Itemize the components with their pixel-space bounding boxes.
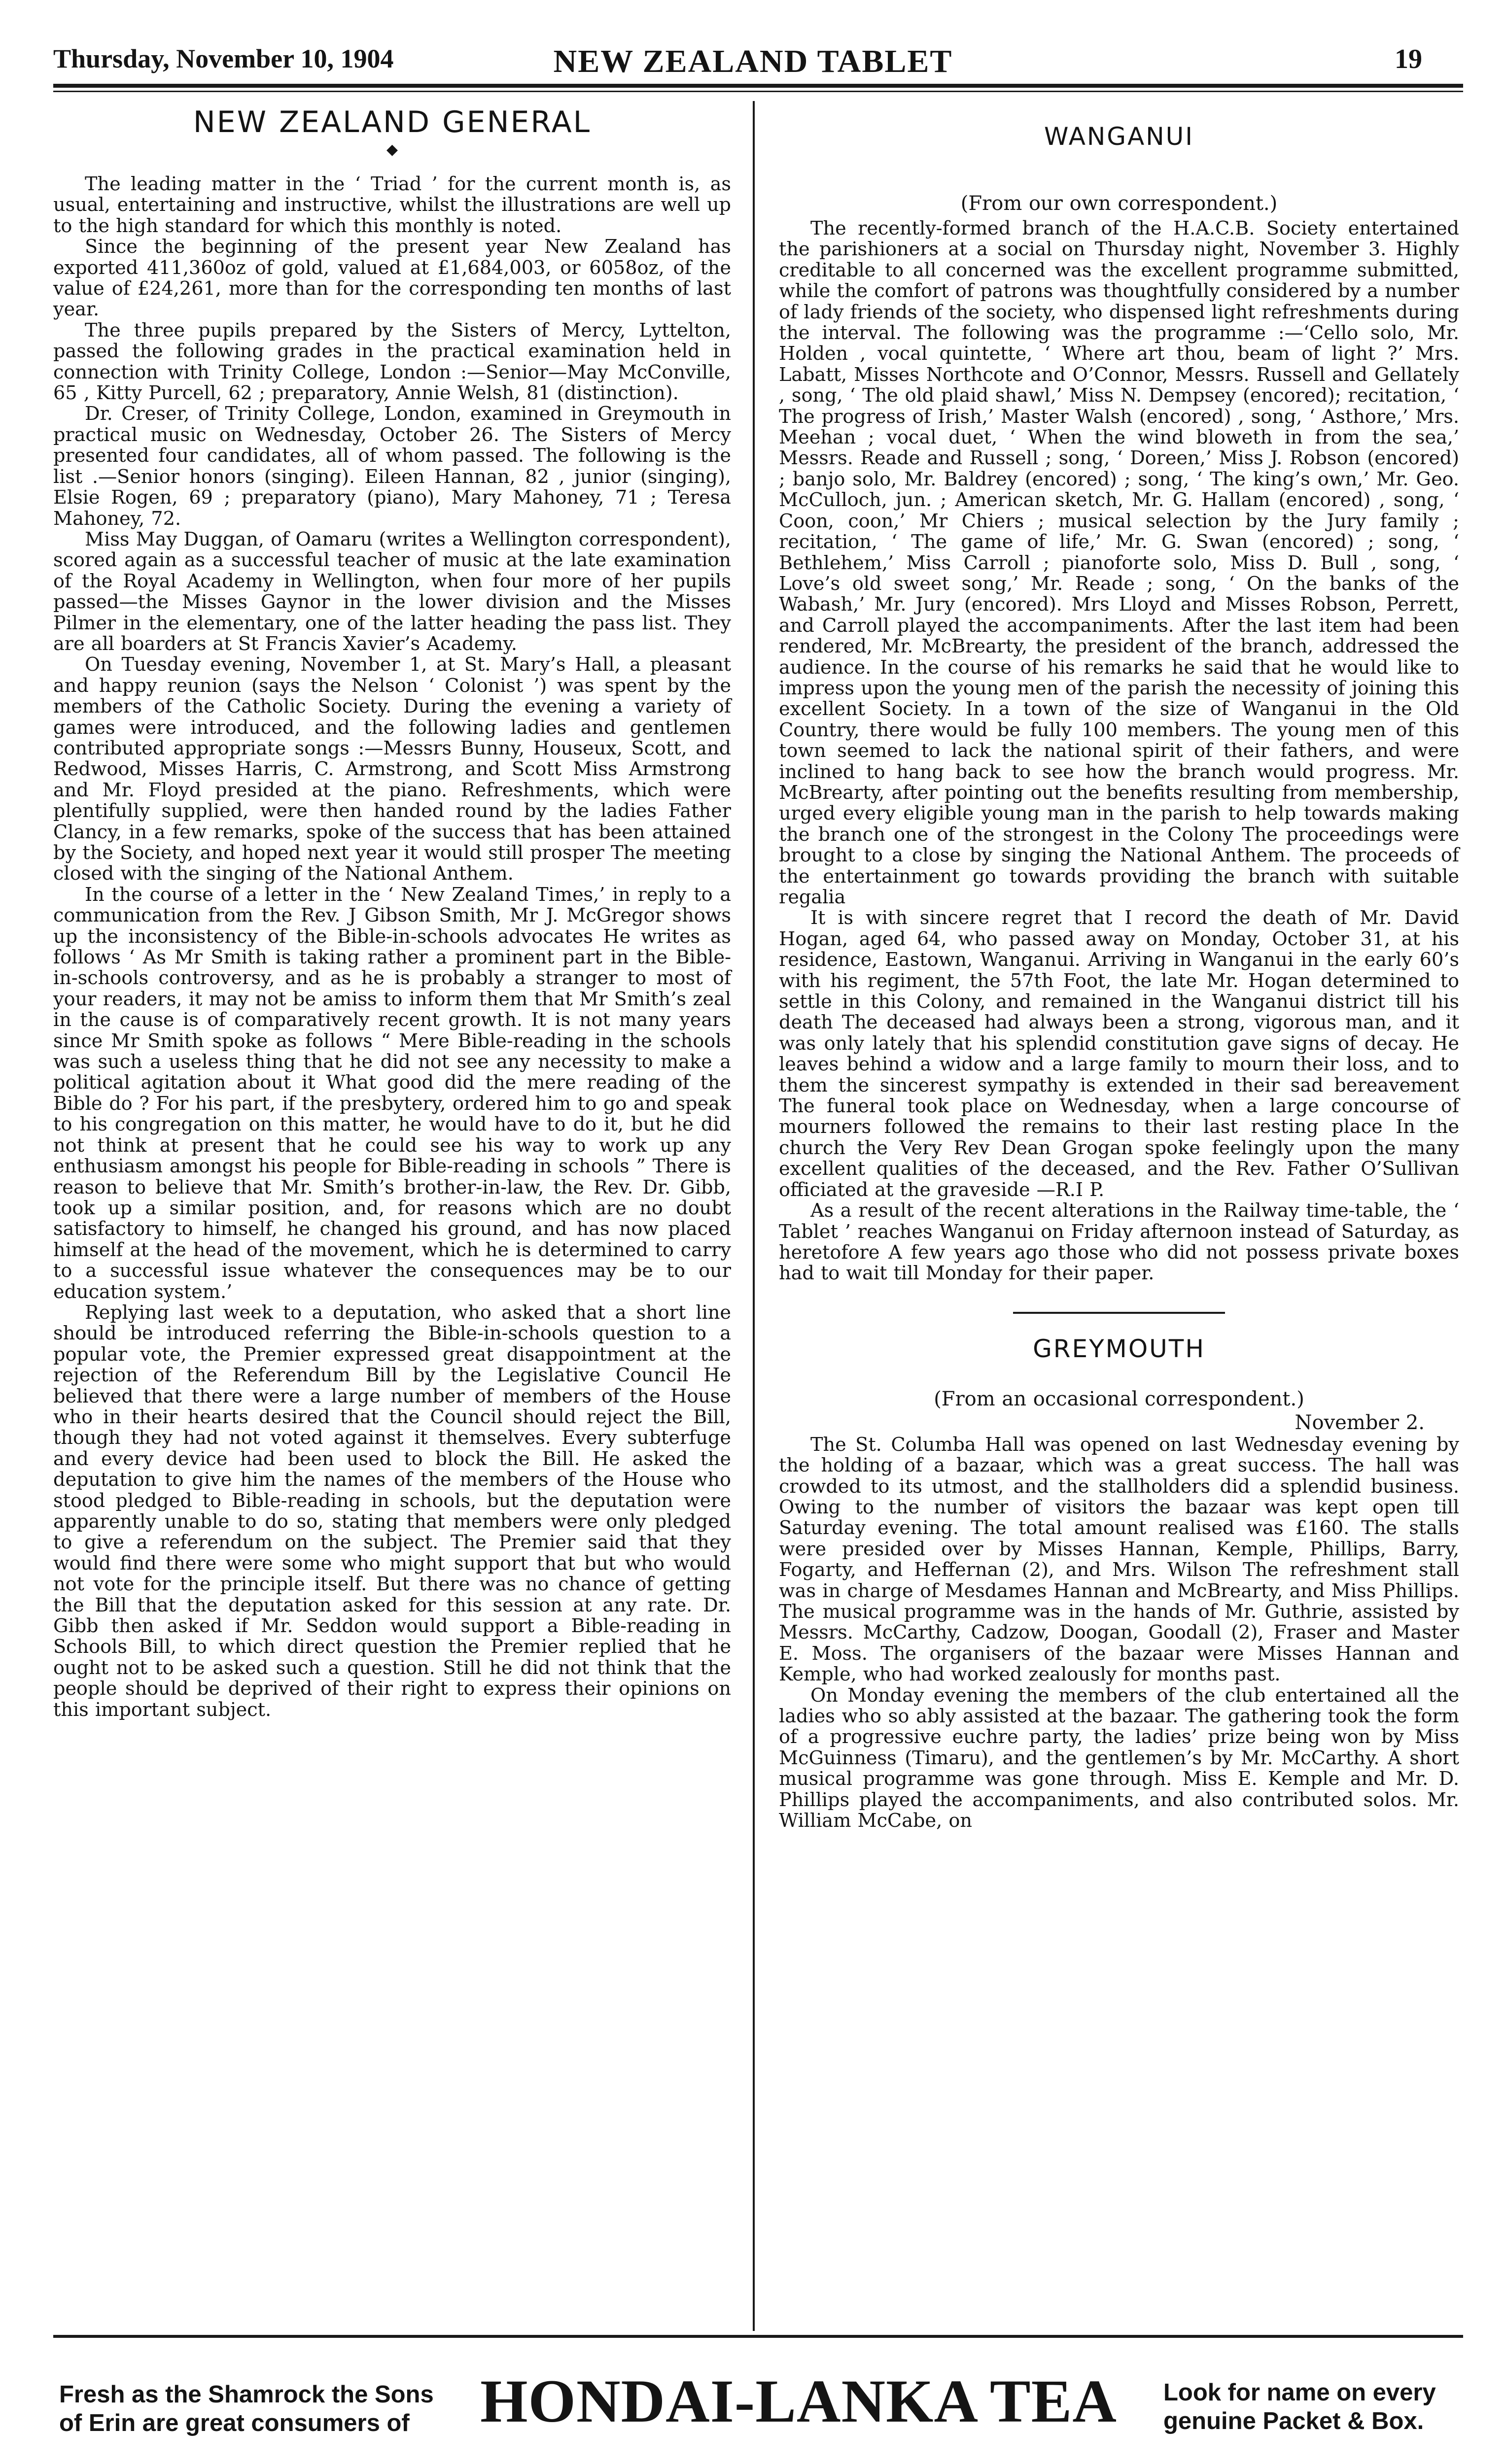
article-paragraph: It is with sincere regret that I record the death of Mr. David Hogan, aged 64, who passed away on Monday, October 31, at his residence, Eastown, Wanganui. Arriving in Wanganui in the early 60’s with his regiment, the 57th Foot, the late Mr. Hogan determined to settle in this Colony, and remained in the Wanganui district till his death The deceased had always been a strong, vigorous man, and it was only lately that his splendid constitution gave signs of decay. He leaves behind a widow and a large family to mourn their loss, and to them the sincerest sympathy is extended in their sad bereavement The funeral took place on Wednesday, when a large concourse of mourners followed the remains to their last resting place In the church the Very Rev Dean Grogan spoke feelingly upon the many excellent qualities of the deceased, and the Rev. Father O’Sullivan officiated at the graveside —R.I P. (779, 907, 1459, 1201)
ad-tagline-right: Look for name on every genuine Packet & Box. (1163, 2379, 1436, 2434)
header-rule-thick (53, 84, 1463, 88)
masthead-title: NEW ZEALAND TABLET (553, 43, 953, 79)
header-rule-thin (53, 91, 1463, 92)
section-heading-greymouth: GREYMOUTH (1033, 1334, 1205, 1363)
ad-tagline-left: Fresh as the Shamrock the Sons of Erin are great consumers of (59, 2381, 434, 2436)
article-paragraph: As a result of the recent alterations in the Railway time-table, the ‘ Tablet ’ reaches Wanganui on Friday afternoon instead of Saturday, as heretofore A few years ago those who did not possess private boxes had to wait till Monday for their paper. (779, 1200, 1459, 1285)
article-paragraph: On Monday evening the members of the club entertained all the ladies who so ably assisted at the bazaar. The gathering took the form of a progressive euchre party, the ladies’ prize being won by Miss McGuinness (Timaru), and the gentlemen’s by Mr. McCarthy. A short musical programme was gone through. Miss E. Kemple and Mr. D. Phillips played the accompaniments, and also contributed solos. Mr. William McCabe, on (779, 1684, 1459, 1832)
article-paragraph: The leading matter in the ‘ Triad ’ for the current month is, as usual, entertaining and instructive, whilst the illustrations are well up to the high standard for which this monthly is noted. (53, 173, 731, 237)
correspondent-note: (From our own correspondent.) (960, 192, 1278, 215)
diamond-ornament-icon: ◆ (386, 141, 398, 158)
article-paragraph: Replying last week to a deputation, who asked that a short line should be introduced referring the Bible-in-schools question to a popular vote, the Premier expressed great disappointment at the rejection of the Referendum Bill by the Legislative Council He believed that there were a large number of members of the House who in their hearts desired that the Council should reject the Bill, though they had not voted against it themselves. Every subterfuge and every device had been used to block the Bill. He asked the deputation to give him the names of the members of the House who stood pledged to Bible-reading in schools, but the deputation were apparently unable to do so, stating that members were only pledged to give a referendum on the subject. The Premier said that they would find there were some who might support that but who would not vote for the principle itself. But there was no chance of getting the Bill that the deputation asked for this session at any rate. Dr. Gibb then asked if Mr. Seddon would support a Bible-reading in Schools Bill, to which direct question the Premier replied that he ought not to be asked such a question. Still he did not think that the people should be deprived of their right to express their opinions on this important subject. (53, 1301, 731, 1721)
column-divider (753, 101, 755, 2331)
correspondent-note: (From an occasional correspondent.) (934, 1387, 1304, 1410)
article-paragraph: The recently-formed branch of the H.A.C.B. Society entertained the parishioners at a social on Thursday night, November 3. Highly creditable to all concerned was the excellent programme submitted, while the comfort of patrons was thoughtfully considered by a number of lady friends of the society, who dispensed light refreshments during the interval. The following was the programme :—‘Cello solo, Mr. Holden , vocal quintette, ‘ Where art thou, beam of light ?’ Mrs. Labatt, Misses Northcote and O’Connor, Messrs. Russell and Gellately , song, ‘ The old plaid shawl,’ Miss N. Dempsey (encored); recitation, ‘ The progress of Irish,’ Master Walsh (encored) , song, ‘ Asthore,’ Mrs. Meehan ; vocal duet, ‘ When the wind bloweth in from the sea,’ Messrs. Reade and Russell ; song, ‘ Doreen,’ Miss J. Robson (encored) ; banjo solo, Mr. Baldrey (encored) ; song, ‘ The king’s own,’ Mr. Geo. McCulloch, jun. ; American sketch, Mr. G. Hallam (encored) , song, ‘ Coon, coon,’ Mr Chiers ; musical selection by the Jury family ; recitation, ‘ The game of life,’ Mr. G. Swan (encored) ; song, ‘ Bethlehem,’ Miss Carroll ; pianoforte solo, Miss D. Bull , song, ‘ Love’s old sweet song,’ Mr. Reade ; song, ‘ On the banks of the Wabash,’ Mr. Jury (encored). Mrs Lloyd and Misses Robson, Perrett, and Carroll played the accompaniments. After the last item had been rendered, Mr. McBrearty, the president of the branch, addressed the audience. In the course of his remarks he said that he would like to impress upon the young men of the parish the necessity of joining this excellent Society. In a town of the size of Wanganui in the Old Country, there would be fully 100 members. The young men of this town seemed to lack the national spirit of their fathers, and were inclined to hang back to see how the branch would progress. Mr. McBrearty, after pointing out the benefits resulting from membership, urged every eligible young man in the parish to help towards making the branch one of the strongest in the Colony The proceedings were brought to a close by singing the National Anthem. The proceeds of the entertainment go towards providing the branch with suitable regalia (779, 218, 1459, 908)
section-heading-wanganui: WANGANUI (1044, 122, 1194, 151)
article-paragraph: Since the beginning of the present year New Zealand has exported 411,360oz of gold, valued at £1,684,003, or 6058oz, of the value of £24,261, more than for the corresponding ten months of last year. (53, 236, 731, 321)
footer-rule (53, 2335, 1463, 2338)
right-column (779, 123, 1459, 1831)
left-column (53, 106, 731, 1720)
article-paragraph: Dr. Creser, of Trinity College, London, examined in Greymouth in practical music on Wednesday, October 26. The Sisters of Mercy presented four candidates, all of whom passed. The following is the list .—Senior honors (singing). Eileen Hannan, 82 , junior (singing), Elsie Rogen, 69 ; preparatory (piano), Mary Mahoney, 71 ; Teresa Mahoney, 72. (53, 403, 731, 530)
article-paragraph: On Tuesday evening, November 1, at St. Mary’s Hall, a pleasant and happy reunion (says the Nelson ‘ Colonist ’) was spent by the members of the Catholic Society. During the evening a variety of games were introduced, and the following ladies and gentlemen contributed appropriate songs :—Messrs Bunny, Houseux, Scott, and Redwood, Misses Harris, C. Armstrong, and Scott Miss Armstrong and Mr. Floyd presided at the piano. Refreshments, which were plentifully supplied, were then handed round by the ladies Father Clancy, in a few remarks, spoke of the success that has been attained by the Society, and hoped next year it would still prosper The meeting closed with the singing of the National Anthem. (53, 654, 731, 885)
article-paragraph: The three pupils prepared by the Sisters of Mercy, Lyttelton, passed the following grades in the practical examination held in connection with Trinity College, London :—Senior—May McConville, 65 , Kitty Purcell, 62 ; preparatory, Annie Welsh, 81 (distinction). (53, 319, 731, 405)
article-paragraph: Miss May Duggan, of Oamaru (writes a Wellington correspondent), scored again as a successful teacher of music at the late examination of the Royal Academy in Wellington, when four more of her pupils passed—the Misses Gaynor in the lower division and the Misses Pilmer in the elementary, one of the latter heading the pass list. They are all boarders at St Francis Xavier’s Academy. (53, 528, 731, 655)
section-heading-nz-general: NEW ZEALAND GENERAL (193, 105, 592, 139)
article-paragraph: The St. Columba Hall was opened on last Wednesday evening by the holding of a bazaar, which was a great success. The hall was crowded to its utmost, and the stallholders did a splendid business. Owing to the number of visitors the bazaar was kept open till Saturday evening. The total amount realised was £160. The stalls were presided over by Misses Hannan, Kemple, Phillips, Barry, Fogarty, and Heffernan (2), and Mrs. Wilson The refreshment stall was in charge of Mesdames Hannan and McBrearty, and Miss Phillips. The musical programme was in the hands of Mr. Guthrie, assisted by Messrs. McCarthy, Cadzow, Doogan, Goodall (2), Fraser and Master E. Moss. The organisers of the bazaar were Misses Hannan and Kemple, who had worked zealously for months past. (779, 1434, 1459, 1686)
ad-brand-name: HONDAI-LANKA TEA (480, 2367, 1117, 2435)
article-paragraph: In the course of a letter in the ‘ New Zealand Times,’ in reply to a communication from the Rev. J Gibson Smith, Mr J. McGregor shows up the inconsistency of the Bible-in-schools advocates He writes as follows ‘ As Mr Smith is taking rather a prominent part in the Bible-in-schools controversy, and as he is probably a stranger to most of your readers, it may not be amiss to inform them that Mr Smith’s zeal in the cause is of comparatively recent growth. It is not many years since Mr Smith spoke as follows “ Mere Bible-reading in the schools was such a useless thing that he did not see any necessity to make a political agitation about it What good did the mere reading of the Bible do ? For his part, if the presbytery, ordered him to go and speak to his congregation on this matter, he would have to do it, but he did not think at present that he could see his way to work up any enthusiasm amongst his people for Bible-reading in schools ” There is reason to believe that Mr. Smith’s brother-in-law, the Rev. Dr. Gibb, took up a similar position, and, for reasons which are no doubt satisfactory to himself, he changed his ground, and has now placed himself at the head of the movement, which he is determined to carry to a successful issue whatever the consequences may be to our education system.’ (53, 884, 731, 1303)
issue-date: Thursday, November 10, 1904 (53, 44, 394, 73)
dateline: November 2. (1295, 1411, 1425, 1434)
page-number: 19 (1395, 44, 1422, 74)
